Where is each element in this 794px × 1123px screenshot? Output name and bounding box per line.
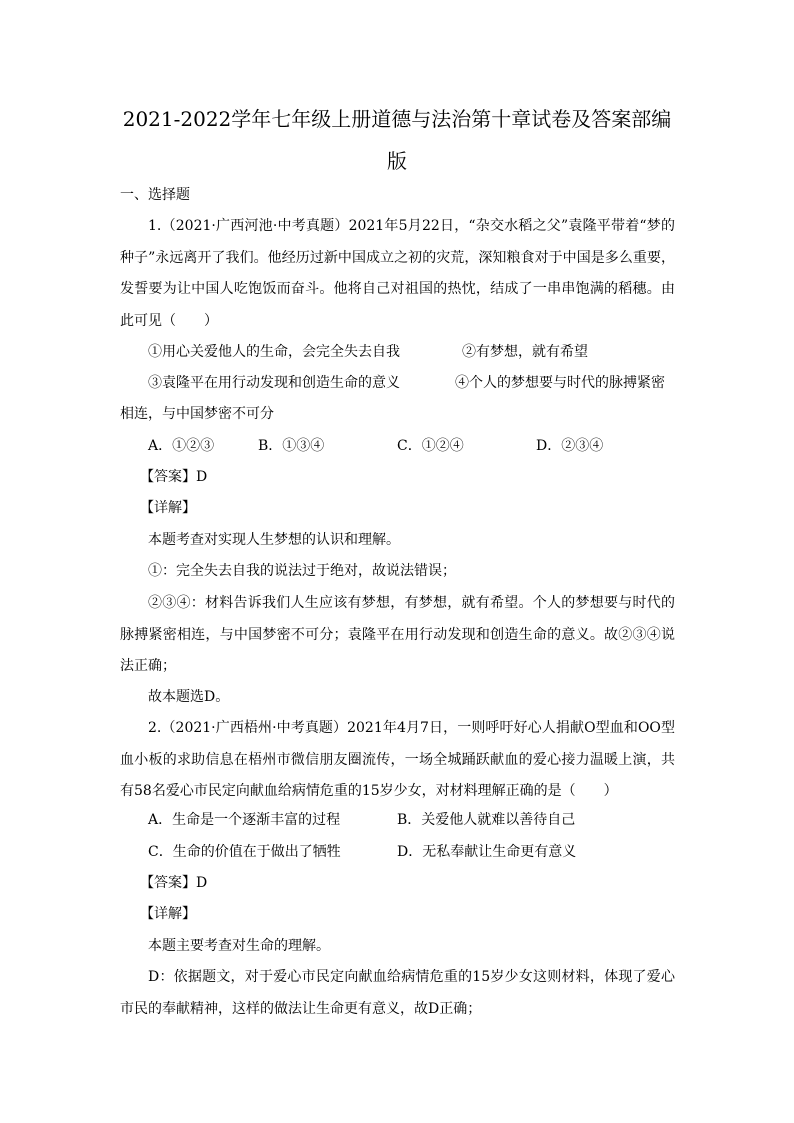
section-heading: 一、选择题: [120, 187, 190, 203]
q2-answer: 【答案】D: [140, 875, 208, 891]
q1-option-a: A．①②③: [148, 438, 215, 454]
q1-statement-1: ①用心关爱他人的生命，会完全失去自我: [148, 344, 400, 360]
q1-explanation-4: 故本题选D。: [148, 689, 230, 705]
q1-option-c: C．①②④: [397, 438, 464, 454]
q2-explanation-1: 本题主要考查对生命的理解。: [148, 938, 330, 954]
question-2-stem: 2.（2021·广西梧州·中考真题）2021年4月7日，一则呼吁好心人捐献O型血和OO型血小板的求助信息在梧州市微信朋友圈流传，一场全城踊跃献血的爱心接力温暖上演，共有58名爱心市民定向献血给病情危重的15岁少女，对材料理解正确的是（ ）: [120, 720, 675, 799]
page-title: 2021-2022学年七年级上册道德与法治第十章试卷及答案部编版: [122, 107, 672, 173]
q2-option-a: A．生命是一个逐渐丰富的过程: [148, 812, 341, 828]
q1-statement-4: ④个人的梦想要与时代的脉搏紧密: [455, 375, 665, 391]
q2-explanation-2: D：依据题文，对于爱心市民定向献血给病情危重的15岁少女这则材料，体现了爱心市民的奉献精神，这样的做法让生命更有意义，故D正确；: [120, 969, 675, 1017]
q2-option-c: C．生命的价值在于做出了牺牲: [148, 844, 341, 860]
question-1-stem: 1.（2021·广西河池·中考真题）2021年5月22日，“杂交水稻之父”袁隆平带着“梦的种子”永远离开了我们。他经历过新中国成立之初的灾荒，深知粮食对于中国是多么重要，发誓要为让中国人吃饱饭而奋斗。他将自己对祖国的热忱，结成了一串串饱满的稻穗。由此可见（ ）: [120, 218, 675, 329]
q1-option-d: D．②③④: [536, 438, 604, 454]
q1-explanation-1: 本题考查对实现人生梦想的认识和理解。: [148, 532, 400, 548]
q2-option-b: B．关爱他人就难以善待自己: [397, 812, 576, 828]
q1-statement-3: ③袁隆平在用行动发现和创造生命的意义: [148, 375, 400, 391]
q2-option-d: D．无私奉献让生命更有意义: [397, 844, 577, 860]
q1-answer: 【答案】D: [140, 469, 208, 485]
q2-detail-label: 【详解】: [140, 906, 196, 922]
q1-detail-label: 【详解】: [140, 500, 196, 516]
q1-explanation-3: ②③④：材料告诉我们人生应该有梦想，有梦想，就有希望。个人的梦想要与时代的脉搏紧密相连，与中国梦密不可分；袁隆平在用行动发现和创造生命的意义。故②③④说法正确；: [120, 595, 675, 674]
q1-explanation-2: ①：完全失去自我的说法过于绝对，故说法错误；: [148, 563, 456, 579]
q1-statement-4-cont: 相连，与中国梦密不可分: [120, 406, 274, 422]
q1-statement-2: ②有梦想，就有希望: [462, 344, 588, 360]
q1-option-b: B．①③④: [258, 438, 325, 454]
